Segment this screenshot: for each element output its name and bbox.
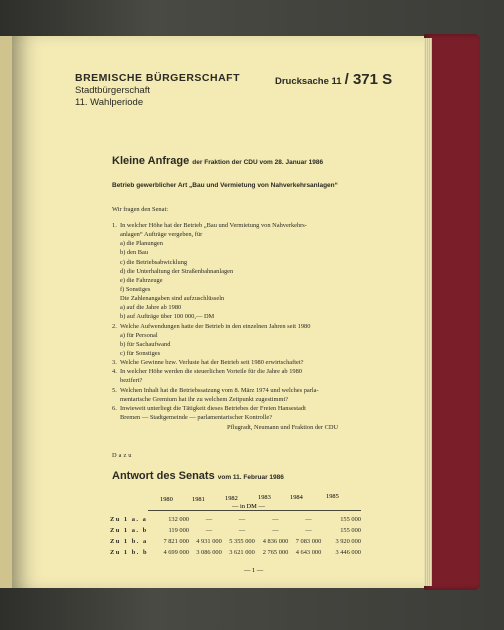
year-header: 1982 xyxy=(225,495,238,502)
question-line: b) den Bau xyxy=(120,249,149,257)
anfrage-title-suffix: der Fraktion der CDU vom 28. Januar 1986 xyxy=(192,159,324,166)
year-header: 1980 xyxy=(160,496,173,503)
question-line: 5. Welchen Inhalt hat die Betriebssatzung vom 8. März 1974 und welches parla- xyxy=(112,386,319,394)
cell: 4 836 000 xyxy=(262,538,289,545)
cell: 4 643 000 xyxy=(295,549,322,556)
question-line: a) auf die Jahre ab 1980 xyxy=(120,304,182,312)
question-line: Bremen — Stadtgemeinde — parlamentarischer Kontrolle? xyxy=(120,413,273,421)
legislative-period: 11. Wahlperiode xyxy=(75,97,144,108)
cell: — xyxy=(238,527,246,534)
cell: 2 765 000 xyxy=(262,549,289,556)
question-line: 2. Welche Aufwendungen hatte der Betrieb in den einzelnen Jahren seit 1980 xyxy=(112,322,311,330)
anfrage-title-text: Kleine Anfrage xyxy=(112,155,190,167)
cell: — xyxy=(238,516,246,523)
question-line: a) für Personal xyxy=(120,331,158,339)
question-line: f) Sonstiges xyxy=(120,285,151,293)
question-line: 6. Inwieweit unterliegt die Tätigkeit dieses Betriebes der Freien Hansestadt xyxy=(112,404,306,412)
question-line: d) die Unterhaltung der Straßenbahnanlagen xyxy=(120,267,234,275)
question-line: c) die Betriebsabwicklung xyxy=(120,258,188,266)
row-label: Zu 1 b. b xyxy=(110,549,149,556)
antwort-title-text: Antwort des Senats xyxy=(112,470,215,482)
antwort-table xyxy=(110,514,361,558)
cell: 3 920 000 xyxy=(335,538,361,545)
year-header: 1981 xyxy=(192,496,205,503)
cell: 7 083 000 xyxy=(295,538,322,545)
drucksache-number: / 371 S xyxy=(344,71,393,88)
question-line: 3. Welche Gewinne bzw. Verluste hat der Betrieb seit 1980 erwirtschaftet? xyxy=(112,359,304,367)
cell: — xyxy=(305,516,312,523)
cell: 4 699 000 xyxy=(163,549,189,556)
cell: 155 000 xyxy=(340,527,361,534)
question-line: e) die Fahrzeuge xyxy=(120,276,163,284)
table-row xyxy=(110,514,361,525)
question-line: anlagen“ Aufträge vergeben, für xyxy=(120,231,203,239)
cell: 155 000 xyxy=(340,516,361,523)
signature: Pflugradt, Neumann und Fraktion der CDU xyxy=(227,424,339,431)
book-cover-edge xyxy=(424,34,480,590)
row-label: Zu 1 a. a xyxy=(110,516,148,523)
cell: 3 446 000 xyxy=(335,549,361,556)
question-list xyxy=(112,221,362,422)
cell: 3 621 000 xyxy=(229,549,255,556)
org-name: BREMISCHE BÜRGERSCHAFT xyxy=(75,72,241,84)
table-unit: — in DM — xyxy=(232,503,265,510)
cell: 132 000 xyxy=(168,516,189,523)
cell: — xyxy=(272,527,279,534)
anfrage-intro: Wir fragen den Senat: xyxy=(112,206,168,213)
house-name: Stadtbürgerschaft xyxy=(75,85,150,96)
cell: — xyxy=(205,516,213,523)
question-line: mentarische Gremium hat ihr zu welchem Zeitpunkt zugestimmt? xyxy=(120,395,289,403)
year-header: 1983 xyxy=(258,494,271,501)
table-row xyxy=(110,536,361,547)
drucksache-label xyxy=(275,71,392,88)
question-line: c) für Sonstiges xyxy=(120,349,161,357)
question-line: b) auf Aufträge über 100 000,— DM xyxy=(120,313,215,321)
cell: 4 931 000 xyxy=(196,538,222,545)
anfrage-title xyxy=(112,155,323,167)
cell: 7 821 000 xyxy=(163,538,189,545)
question-line: 1. In welcher Höhe hat der Betrieb „Bau und Vermietung von Nahverkehrs- xyxy=(112,222,307,229)
anfrage-subject: Betrieb gewerblicher Art „Bau und Vermietung von Nahverkehrsanlagen“ xyxy=(112,182,338,189)
row-label: Zu 1 a. b xyxy=(110,527,148,534)
cell: 3 086 000 xyxy=(196,549,222,556)
table-rule xyxy=(148,510,361,511)
question-line: Die Zahlenangaben sind aufzuschlüsseln xyxy=(120,295,225,303)
cell: — xyxy=(305,527,312,534)
cell: — xyxy=(205,527,213,534)
question-line: bezifert? xyxy=(120,377,143,385)
cell: — xyxy=(272,516,279,523)
drucksache-label-text: Drucksache 11 xyxy=(275,76,342,87)
question-line: a) die Planungen xyxy=(120,240,163,248)
antwort-title-suffix: vom 11. Februar 1986 xyxy=(217,474,284,481)
cell: 5 355 000 xyxy=(229,538,255,545)
year-header: 1984 xyxy=(290,494,303,501)
table-row xyxy=(110,525,361,536)
year-header: 1985 xyxy=(326,493,339,500)
cell: 119 000 xyxy=(168,527,189,534)
dazu-label: Dazu xyxy=(112,452,134,459)
antwort-title xyxy=(112,470,284,482)
table-row xyxy=(110,547,361,558)
question-line: 4. In welcher Höhe werden die steuerlichen Vorteile für die Jahre ab 1980 xyxy=(112,368,303,376)
row-label: Zu 1 b. a xyxy=(110,538,148,545)
page-number: — 1 — xyxy=(244,567,264,574)
question-line: b) für Sachaufwand xyxy=(120,340,171,348)
